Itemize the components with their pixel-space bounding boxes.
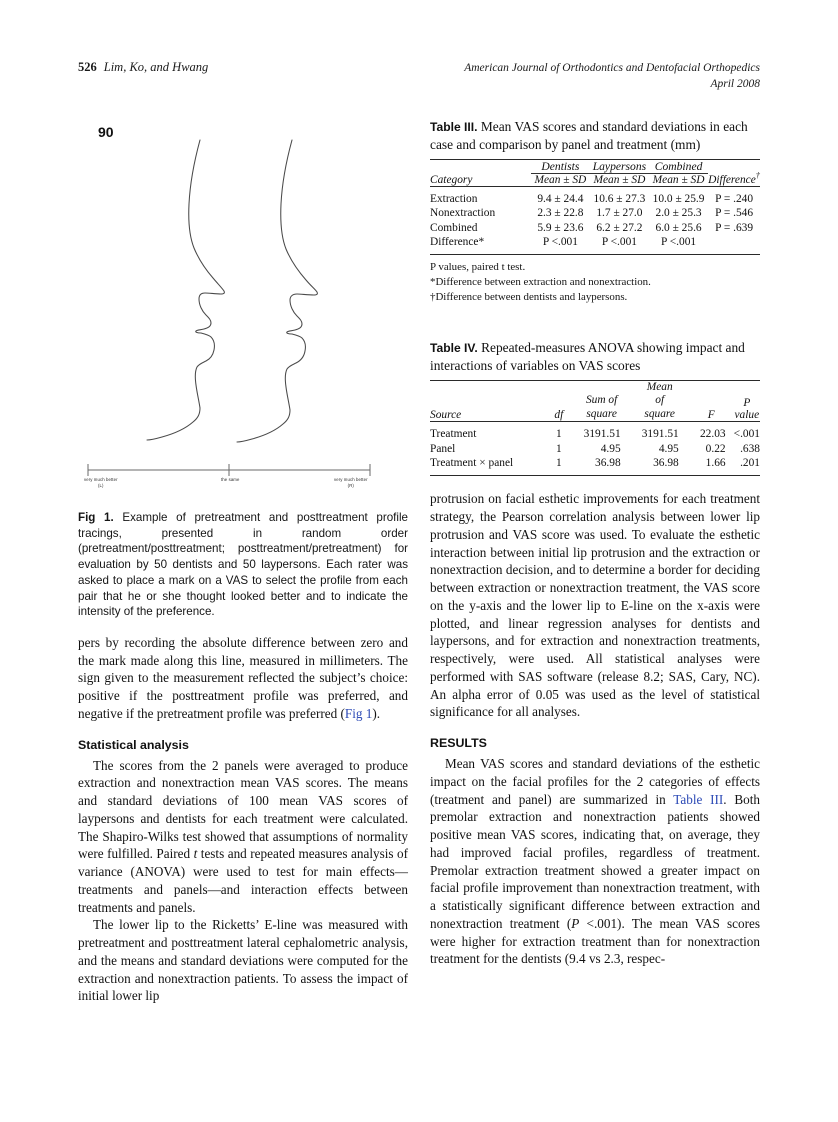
table-3-r2-combined: 6.0 ± 25.6 [655,221,702,234]
paragraph-methods-continued-end: ). [372,705,381,721]
vas-label-right-sub: (R) [347,483,354,489]
table-4-header-mean-of-square [631,380,689,421]
table-3-header-difference-symbol: † [755,170,760,180]
vas-label-right [334,477,368,490]
page-number: 526 [78,60,97,74]
table-3-r1-combined: 2.0 ± 25.3 [655,207,702,220]
right-column [430,118,760,968]
table-3-r2-dentists: 5.9 ± 23.6 [537,221,584,234]
paragraph-methods-continued-text: pers by recording the absolute difference between zero and the mark made along this line, measured in millimeters. The sign given to the measurement reflected the subject’s choice: positive if the posttreatment profile was preferred, and negative if the pretreatment profile was preferred ( [78,634,408,721]
paragraph-statistics-1-text: The scores from the 2 panels were averaged to produce extraction and nonextraction mean VAS scores. The means and standard deviations of 100 mean VAS scores of laypersons and dentists for each treatment were calculated. The Shapiro-Wilks test showed that assumptions of normality were fulfilled. Paired [78,757,408,862]
table-4-block [430,339,760,476]
table-3-r2-laypersons: 6.2 ± 27.2 [596,221,643,234]
table-4-r2-mean-of-square: 36.98 [653,457,679,470]
journal-name: American Journal of Orthodontics and Dentofacial Orthopedics [464,62,760,74]
table-4-r1-p-value: .638 [740,442,760,455]
table-4-r0-df: 1 [555,428,562,441]
table-4-head [430,380,760,421]
table-3-spanner-dentists: Dentists [531,159,590,173]
table-4-header-mean-line-1: of [655,394,665,407]
table-row [430,422,760,441]
table-4 [430,380,760,477]
table-4-r2-source: Treatment × panel [430,457,514,470]
table-4-r1-source: Panel [430,442,456,455]
paragraph-statistics-2: The lower lip to the Ricketts’ E-line was measured with pretreatment and posttreatment lateral cephalometric analysis, and the means and standard deviations were computed for the extraction and nonextraction patients. To assess the impact of initial lower lip [78,917,408,1004]
paragraph-results-1 [430,755,760,968]
table-4-r0-p-value: <.001 [733,428,760,441]
paragraph-results-1-text-b: . Both premolar extraction and nonextraction patients showed positive mean VAS scores, indicating that, on average, they had improved facial profiles, regardless of treatment. Premolar extraction treatment showed a greater impact on facial profile improvement than nonextraction treatment, with a statistically significant difference between extraction and nonextraction treatment ( [430,791,760,931]
table-4-r0-mean-of-square: 3191.51 [641,428,679,441]
table-3-label: Table III. [430,120,478,134]
table-3-spanner-blank [430,159,531,173]
table-3-r0-dentists: 9.4 ± 24.4 [537,192,584,205]
running-head-left [78,60,208,75]
table-3-block [430,118,760,305]
table-row [430,455,760,476]
table-3-note-0: P values, paired t test. [430,261,526,274]
table-row [430,219,760,234]
table-3-title [430,118,760,154]
table-3-header-difference [708,170,760,186]
heading-results: RESULTS [430,736,487,751]
figure-caption [78,510,408,620]
table-3-r3-category: Difference* [430,236,485,249]
table-3-r2-category: Combined [430,221,478,234]
table-4-header-sum-of-square [573,380,631,421]
table-4-r0-sum-of-square: 3191.51 [583,428,621,441]
table-4-label: Table IV. [430,341,478,356]
table-3-r0-laypersons: 10.6 ± 27.3 [593,192,646,205]
table-3-spanner-blank-2 [708,159,760,173]
figure-1-crossref-link[interactable]: Fig 1 [344,705,373,721]
heading-statistical-analysis: Statistical analysis [78,737,189,752]
vas-label-left [84,477,118,490]
table-4-r2-f: 1.66 [705,457,726,470]
table-3-r1-difference: P = .546 [715,207,754,220]
table-3-r1-dentists: 2.3 ± 22.8 [537,207,584,220]
table-4-r1-mean-of-square: 4.95 [658,442,679,455]
paragraph-results-1-p-italic: P [571,915,580,931]
running-head-right [464,60,760,93]
table-3-r3-laypersons: P <.001 [601,236,637,249]
table-3-r1-category: Nonextraction [430,207,496,220]
table-row [430,186,760,205]
table-4-header-row [430,380,760,421]
paragraph-statistics-1-end: tests and repeated measures analysis of variance (ANOVA) were used to test for main effects—treatments and panels—and interaction effects between treatments and panels. [78,846,408,915]
table-4-r2-p-value: .201 [740,457,760,470]
figure-caption-text: Example of pretreatment and posttreatment profile tracings, presented in random order (pretreatment/posttreatment; posttreatment/pretreatment) for evaluation by 50 dentists and 50 laypersons. Each rater was asked to place a mark on a VAS to select the profile from each pair that he or she thought looked better and to indicate the intensity of the preference. [78,511,408,619]
paragraph-statistics-1 [78,757,408,917]
table-3-header-laypersons-mean-sd: Mean ± SD [593,173,646,186]
table-3 [430,159,760,256]
vas-label-center-text: the same [221,477,240,482]
profile-tracings-image [78,118,408,466]
running-head-authors: Lim, Ko, and Hwang [103,60,209,74]
paragraph-results-1-text-c: <.001). The mean VAS scores were higher for extraction treatment than for nonextraction treatment for the dentists (9.4 vs 2.3, respec- [430,915,760,967]
table-4-header-f: F [707,409,715,422]
table-3-r2-difference: P = .639 [715,221,754,234]
table-3-spanner-laypersons: Laypersons [590,159,649,173]
table-4-title [430,339,760,375]
table-4-header-source: Source [430,409,462,422]
figure-case-number: 90 [98,124,114,140]
table-4-header-sum-line-0: Sum of [585,394,618,407]
table-4-r0-source: Treatment [430,428,477,441]
table-4-header-mean-line-0: Mean [646,380,673,393]
table-3-r0-category: Extraction [430,192,478,205]
table-3-note-2: †Difference between dentists and laypersons. [430,291,628,304]
table-4-title-text: Repeated-measures ANOVA showing impact and interactions of variables on VAS scores [430,340,745,374]
table-3-title-text: Mean VAS scores and standard deviations in each case and comparison by panel and treatment (mm) [430,119,748,152]
table-row [430,440,760,455]
table-3-header-dentists-mean-sd: Mean ± SD [534,173,587,186]
table-4-r2-df: 1 [555,457,562,470]
issue-date: April 2008 [710,78,760,91]
table-3-crossref-link[interactable]: Table III [673,791,724,807]
figure-1 [78,118,408,508]
table-3-spanner-row [430,159,760,173]
paragraph-methods-right-continued: protrusion on facial esthetic improvements for each treatment strategy, the Pearson correlation analysis between lower lip protrusion and VAS score was used. To evaluate the esthetic interaction between initial lip protrusion and the extraction or nonextraction decision, and to determine a border for deciding between extraction or nonextraction treatment, the VAS score on the y-axis and the lower lip to E-line on the x-axis were plotted, and linear regression analyses for dentists and laypersons, and for extraction and nonextraction treatments, respectively, were used. All statistical analyses were performed with SAS software (release 8.2; SAS, Cary, NC). An alpha error of 0.05 was used as the level of statistical significance for all analyses. [430,491,760,720]
table-3-body [430,186,760,255]
table-3-r1-laypersons: 1.7 ± 27.0 [596,207,643,220]
vas-label-left-sub: (L) [98,483,104,489]
table-4-r1-df: 1 [555,442,562,455]
running-head [78,60,760,93]
vas-scale [82,460,382,501]
paragraph-results-1-text-a: Mean VAS scores and standard deviations of the esthetic impact on the facial profiles for the 2 categories of effects (treatment and panel) are summarized in [430,756,760,807]
paragraph-methods-continued [78,634,408,723]
table-3-r0-difference: P = .240 [715,192,754,205]
table-3-r3-difference [708,234,760,255]
vas-label-left-text: very much better [84,477,118,482]
table-3-header-category: Category [430,173,473,186]
vas-label-right-text: very much better [334,477,368,482]
table-3-subheader-row [430,173,760,186]
table-3-r0-combined: 10.0 ± 25.9 [652,192,705,205]
table-4-r1-sum-of-square: 4.95 [600,442,621,455]
table-4-header-mean-line-2: square [644,407,675,420]
vas-label-center [221,477,239,483]
table-row [430,234,760,255]
table-3-note-1: *Difference between extraction and nonextraction. [430,276,651,289]
figure-caption-label: Fig 1. [78,511,114,524]
table-3-spanner-combined: Combined [649,159,708,173]
table-3-head [430,159,760,186]
table-3-header-combined-mean-sd: Mean ± SD [652,173,705,186]
table-4-r2-sum-of-square: 36.98 [595,457,621,470]
table-row [430,205,760,220]
left-column [78,118,408,1005]
table-3-header-difference-text: Difference [708,173,756,186]
table-3-notes [430,260,760,305]
table-4-header-df: df [554,409,564,422]
table-4-header-p-value: P value [734,397,760,422]
paragraph-statistics-1-italic: t [193,846,198,862]
table-4-r0-f: 22.03 [699,428,726,441]
table-4-r1-f: 0.22 [705,442,726,455]
table-3-r3-combined: P <.001 [661,236,697,249]
table-4-header-sum-line-1: square [586,407,617,420]
table-4-body [430,422,760,476]
table-3-r3-dentists: P <.001 [542,236,578,249]
